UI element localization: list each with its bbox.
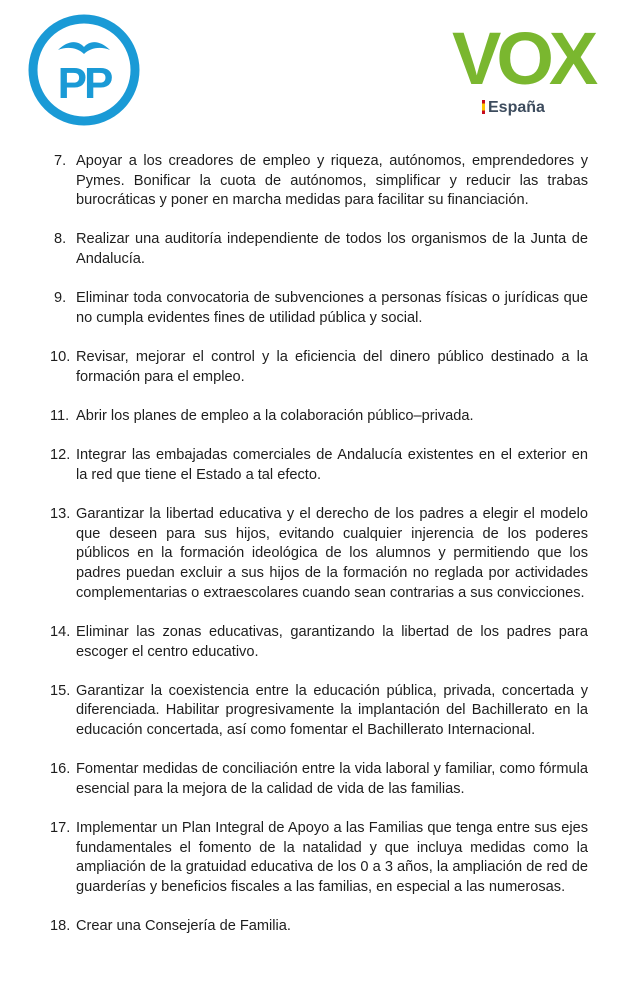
list-item [50, 623, 588, 662]
item-number: 14. [50, 623, 71, 640]
item-text: Eliminar toda convocatoria de subvenciones a personas físicas o jurídicas que no cumpla evidentes fines de utilidad pública y social. [76, 290, 588, 326]
spain-flag-icon [482, 100, 485, 114]
vox-logo-subtitle: España [482, 100, 545, 116]
list-item [50, 917, 588, 937]
item-text: Crear una Consejería de Familia. [76, 918, 291, 935]
vox-logo-word: VOX [452, 17, 594, 100]
vox-logo [452, 17, 594, 122]
list-item [50, 407, 588, 427]
list-item [50, 505, 588, 603]
item-number: 18. [50, 918, 71, 935]
list-item [50, 446, 588, 485]
list-item [54, 152, 588, 211]
item-text: Apoyar a los creadores de empleo y riqueza, autónomos, emprendedores y Pymes. Bonificar la cuota de autónomos, simplificar y reducir las trabas burocráticas y poner en marcha medidas para facilitar su financiación. [76, 153, 588, 209]
item-number: 17. [50, 820, 71, 837]
item-number: 15. [50, 682, 71, 699]
item-text: Garantizar la libertad educativa y el derecho de los padres a elegir el modelo que deseen para sus hijos, evitando cualquier injerencia de los poderes públicos en la formación ideológica de los alumnos y permitiendo que los padres puedan excluir a sus hijos de la formación no reglada por actividades complementarias o extraescolares cuando sean contrarias a sus convicciones. [76, 506, 588, 601]
item-text: Realizar una auditoría independiente de todos los organismos de la Junta de Andalucía. [76, 231, 588, 268]
document-header [0, 0, 640, 140]
item-number: 12. [50, 447, 71, 464]
item-text: Implementar un Plan Integral de Apoyo a las Familias que tenga entre sus ejes fundamentales el fomento de la natalidad y que incluya medidas como la ampliación de la gratuidad educativa de los 0 a 3 años, la ampliación de red de guarderías y beneficios fiscales a las familias, en especial a las numerosas. [76, 820, 588, 895]
item-number: 7. [54, 153, 67, 169]
item-number: 9. [54, 290, 67, 307]
item-number: 8. [54, 231, 67, 248]
item-text: Eliminar las zonas educativas, garantizando la libertad de los padres para escoger el centro educativo. [76, 623, 588, 660]
item-number: 10. [50, 349, 71, 366]
pp-logo [28, 14, 140, 126]
item-number: 16. [50, 761, 71, 778]
svg-text:PP: PP [57, 59, 111, 108]
list-item [50, 682, 588, 741]
list-item [50, 819, 588, 897]
item-text: Fomentar medidas de conciliación entre la vida laboral y familiar, como fórmula esencial para la mejora de la calidad de vida de las familias. [76, 761, 588, 797]
item-text: Revisar, mejorar el control y la eficiencia del dinero público destinado a la formación para el empleo. [76, 349, 588, 385]
list-item [54, 230, 588, 269]
item-number: 13. [50, 506, 71, 523]
agreement-list [0, 152, 640, 956]
item-number: 11. [50, 408, 70, 425]
item-text: Integrar las embajadas comerciales de Andalucía existentes en el exterior en la red que tiene el Estado a tal efecto. [76, 447, 588, 483]
list-item [50, 760, 588, 799]
list-item [50, 348, 588, 387]
item-text: Abrir los planes de empleo a la colaboración público–privada. [76, 408, 474, 425]
list-item [54, 289, 588, 328]
item-text: Garantizar la coexistencia entre la educación pública, privada, concertada y diferenciada. Habilitar progresivamente la implantación del Bachillerato en la educación concertada, así como fomentar el Bachillerato Internacional. [76, 682, 588, 738]
